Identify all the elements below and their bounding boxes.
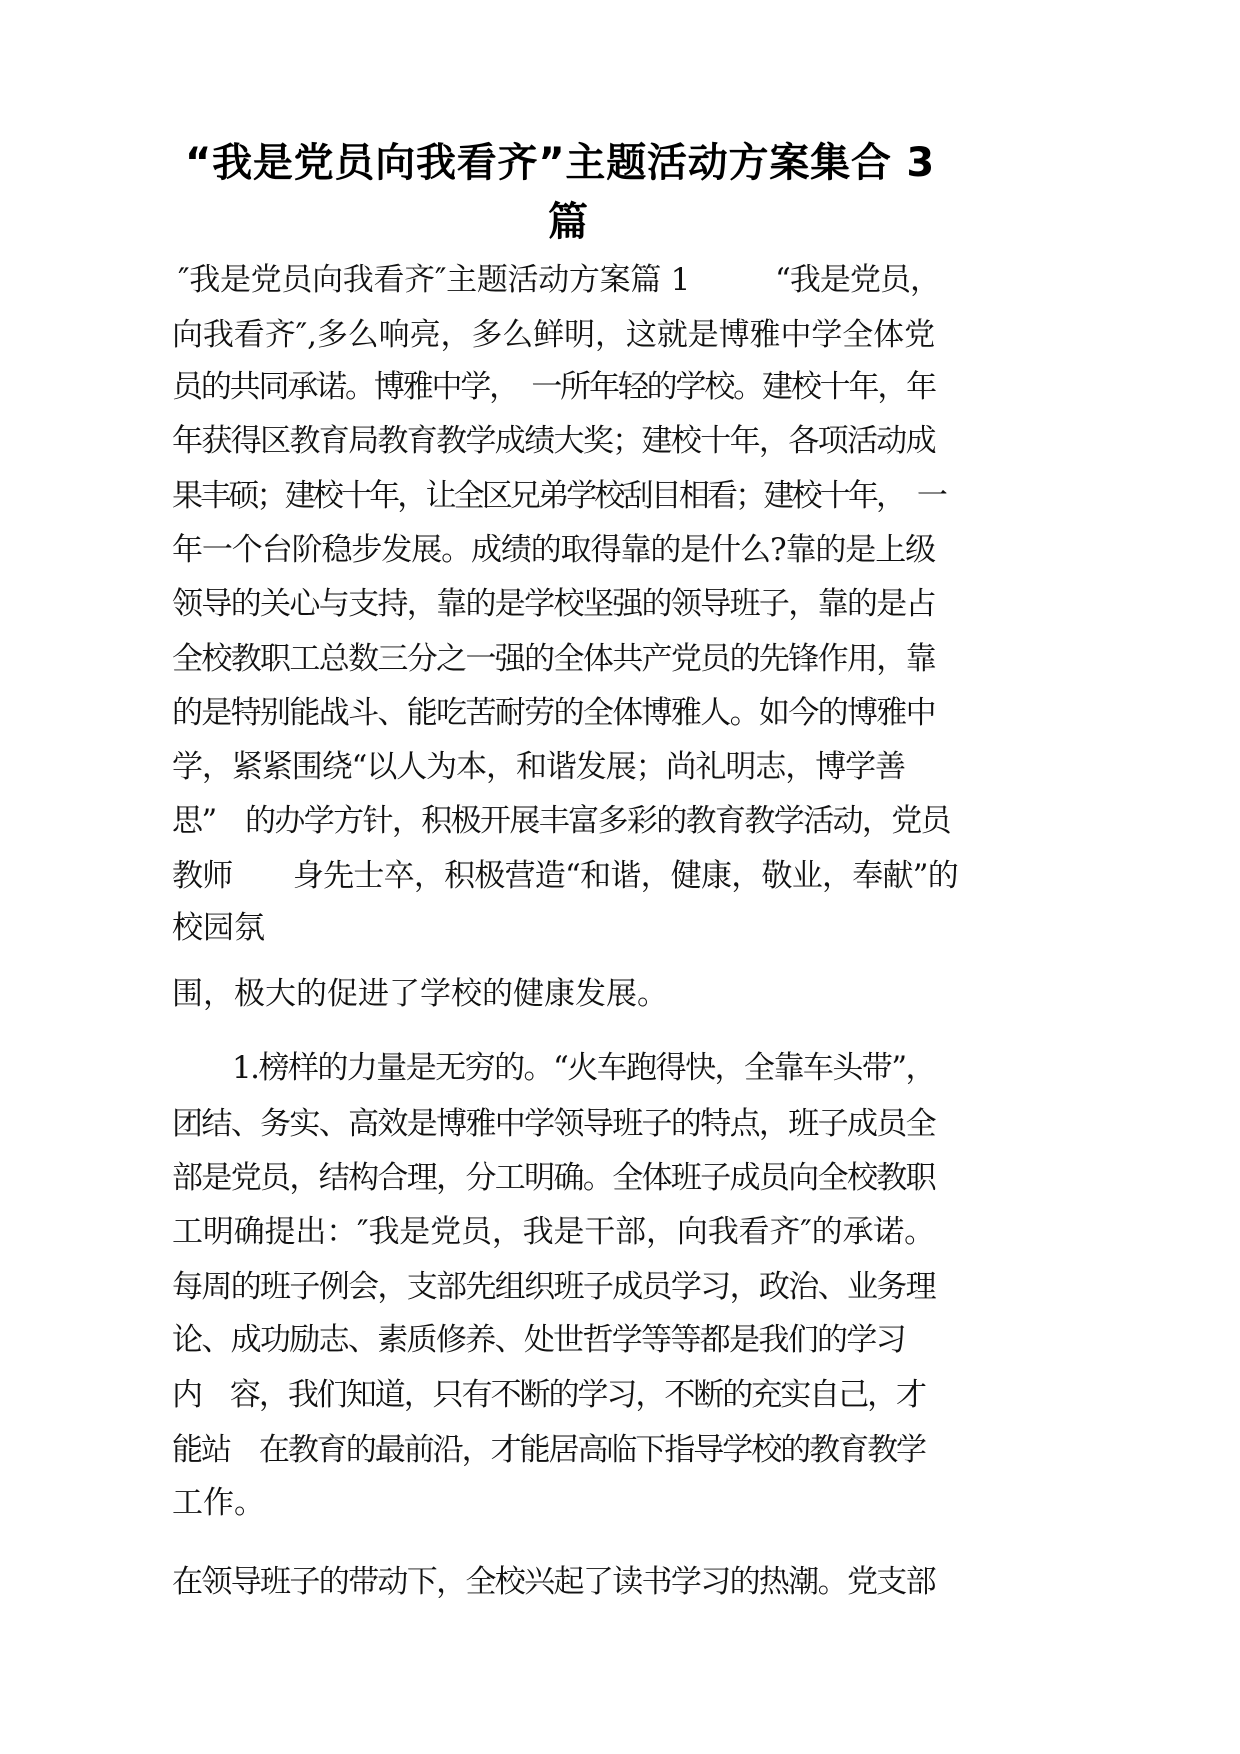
- body-line: 全校教职工总数三分之一强的全体共产党员的先锋作用，靠: [172, 641, 935, 677]
- body-line: 1.榜样的力量是无穷的。“火车跑得快，全靠车头带”，: [232, 1050, 935, 1086]
- body-line: 果丰硕；建校十年，让全区兄弟学校刮目相看；建校十年， 一: [172, 478, 945, 514]
- body-line: 向我看齐″,多么响亮，多么鲜明，这就是博雅中学全体党: [172, 317, 935, 353]
- document-title-line-1: “我是党员向我看齐”主题活动方案集合 3: [185, 140, 935, 186]
- body-line: 工作。: [172, 1485, 265, 1521]
- body-line: 员的共同承诺。博雅中学， 一所年轻的学校。建校十年，年: [172, 369, 935, 405]
- body-line: 学，紧紧围绕“以人为本，和谐发展；尚礼明志，博学善: [172, 749, 905, 785]
- body-line: 每周的班子例会，支部先组织班子成员学习，政治、业务理: [172, 1269, 935, 1305]
- body-line: 教师 身先士卒，积极营造“和谐，健康，敬业，奉献”的: [172, 858, 958, 894]
- body-line: 工明确提出：″我是党员，我是干部，向我看齐″的承诺。: [172, 1214, 935, 1250]
- body-line: “我是党员，: [775, 262, 940, 298]
- body-line: 团结、务实、高效是博雅中学领导班子的特点，班子成员全: [172, 1106, 935, 1142]
- body-line: 内 容，我们知道，只有不断的学习，不断的充实自己，才: [172, 1377, 925, 1413]
- body-line: 论、成功励志、素质修养、处世哲学等等都是我们的学习: [172, 1322, 905, 1358]
- body-line: 在领导班子的带动下，全校兴起了读书学习的热潮。党支部: [172, 1564, 935, 1600]
- body-line: 年一个台阶稳步发展。成绩的取得靠的是什么?靠的是上级: [172, 532, 935, 568]
- body-line: 年获得区教育局教育教学成绩大奖；建校十年，各项活动成: [172, 423, 935, 459]
- body-line: 部是党员，结构合理，分工明确。全体班子成员向全校教职: [172, 1160, 935, 1196]
- body-line: 围，极大的促进了学校的健康发展。: [172, 976, 668, 1012]
- section-heading: ″我是党员向我看齐″主题活动方案篇 1: [178, 262, 690, 298]
- body-line: 校园氛: [172, 910, 265, 946]
- document-title-line-2: 篇: [548, 199, 588, 245]
- body-line: 领导的关心与支持，靠的是学校坚强的领导班子，靠的是占: [172, 586, 935, 622]
- body-line: 思” 的办学方针，积极开展丰富多彩的教育教学活动，党员: [172, 803, 950, 839]
- body-line: 能站 在教育的最前沿，才能居高临下指导学校的教育教学: [172, 1432, 925, 1468]
- body-line: 的是特别能战斗、能吃苦耐劳的全体博雅人。如今的博雅中: [172, 695, 935, 731]
